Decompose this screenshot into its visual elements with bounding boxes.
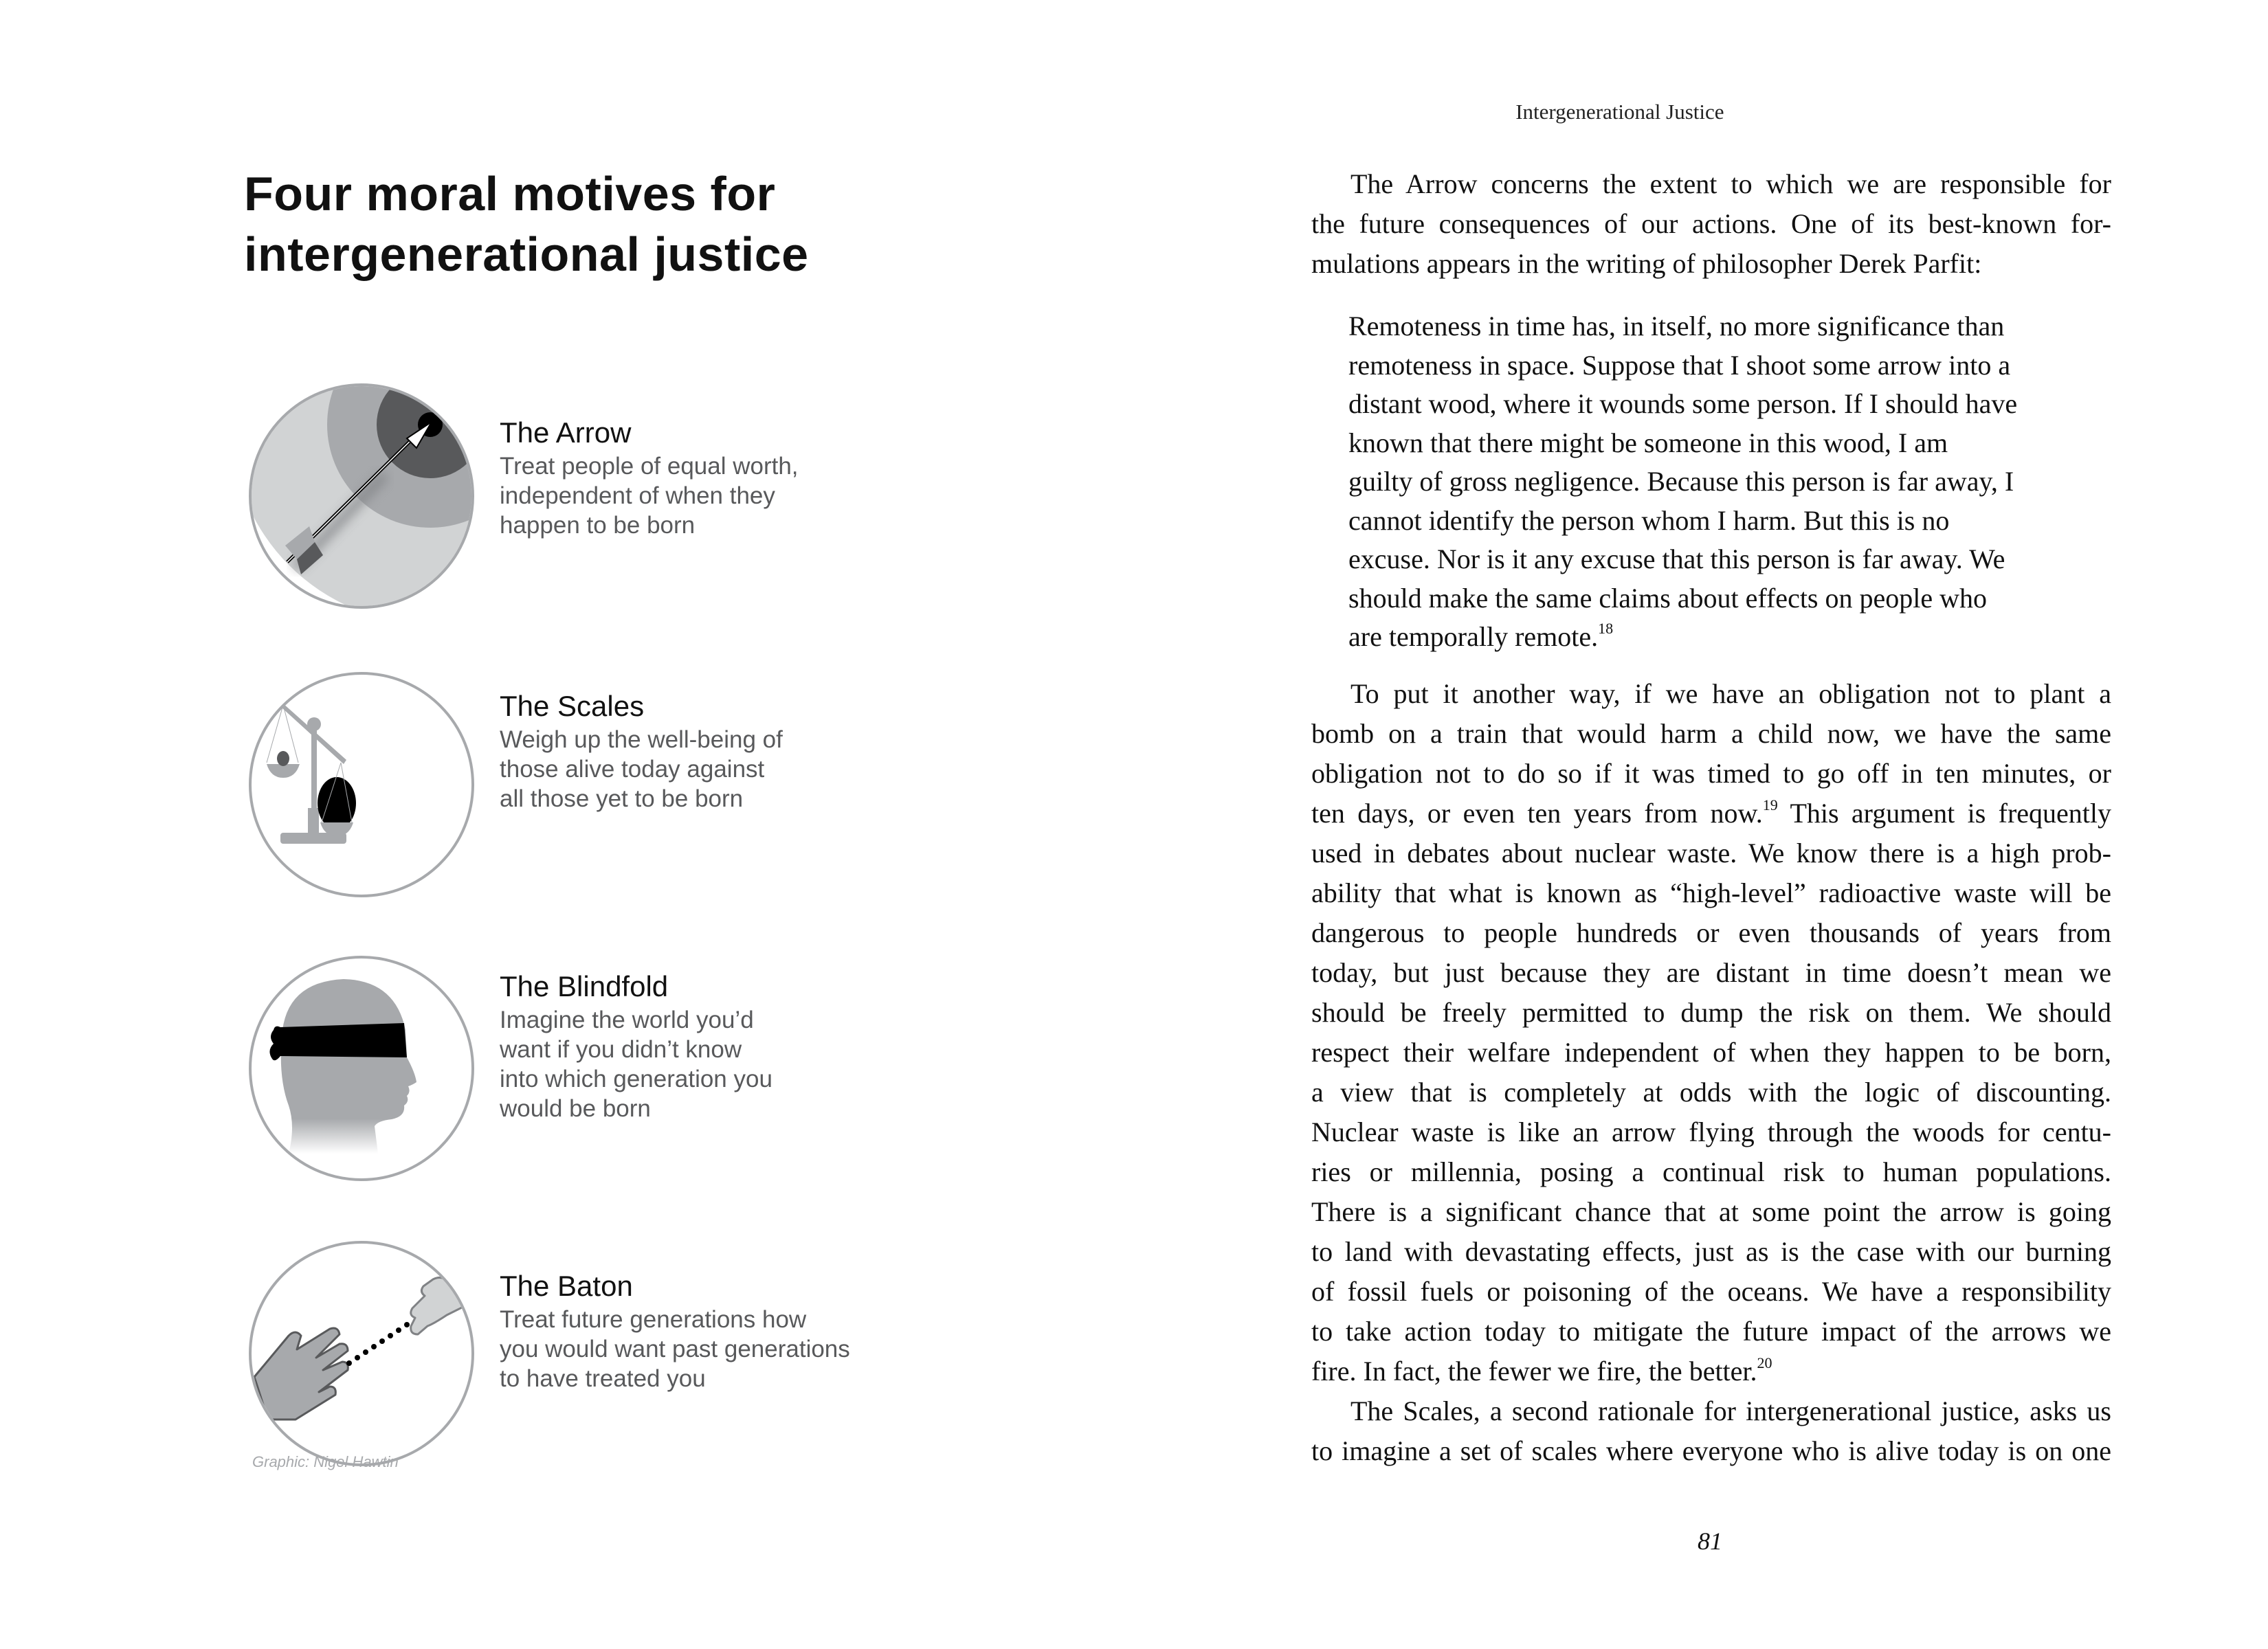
quote-line-text: are temporally remote.	[1348, 621, 1599, 652]
motive-description	[500, 1305, 981, 1393]
text-segment: fire. In fact, the fewer we fire, the better.	[1311, 1356, 1757, 1387]
graphic-credit: Graphic: Nigel Hawtin	[252, 1453, 399, 1470]
text-line	[1311, 1351, 2111, 1391]
motive-name: The Baton	[500, 1270, 633, 1302]
description-line: you would want past generations	[500, 1336, 850, 1362]
running-head	[0, 100, 2268, 124]
running-head-text: Intergenerational Justice	[1515, 100, 1724, 124]
motive-description	[500, 1005, 981, 1123]
text-line: Nuclear waste is like an arrow flying through the woods for centu-	[1311, 1117, 2111, 1147]
text-line: There is a significant chance that at some point the arrow is going	[1311, 1196, 2111, 1227]
paragraph-1	[1311, 164, 2111, 284]
text-line: ability that what is known as “high-level” radioactive waste will be	[1311, 877, 2111, 908]
description-line: into which generation you	[500, 1066, 772, 1092]
text-line: respect their welfare independent of when they happen to be born,	[1311, 1037, 2111, 1068]
balance-scales-icon	[247, 671, 476, 899]
text-line: the future consequences of our actions. One of its best-known for-	[1311, 208, 2111, 239]
text-line	[1311, 794, 2111, 833]
page-number: 81	[1698, 1527, 1722, 1555]
text-segment: ten days, or even ten years from now.	[1311, 798, 1763, 829]
text-line: ries or millennia, posing a continual risk to human populations.	[1311, 1156, 2111, 1187]
footnote-marker[interactable]: 20	[1757, 1354, 1772, 1371]
description-line: all those yet to be born	[500, 785, 744, 812]
description-line: Weigh up the well-being of	[500, 726, 783, 753]
quote-line: should make the same claims about effects on people who	[1348, 582, 1988, 614]
paragraph-2	[1311, 674, 2111, 1471]
text-line: to imagine a set of scales where everyone who is alive today is on one	[1311, 1435, 2111, 1466]
quote-line	[1348, 618, 2070, 657]
block-quote	[1348, 307, 2070, 657]
description-line: independent of when they	[500, 482, 775, 509]
quote-line: guilty of gross negligence. Because this person is far away, I	[1348, 466, 2014, 497]
text-line: obligation not to do so if it was timed to go off in ten minutes, or	[1311, 758, 2111, 789]
text-line: today, but just because they are distant in time doesn’t mean we	[1311, 957, 2111, 988]
quote-line: cannot identify the person whom I harm. But this is no	[1348, 504, 1950, 536]
quote-line: Remoteness in time has, in itself, no more significance than	[1348, 311, 2005, 341]
arrow-target-icon	[247, 382, 476, 610]
text-line: used in debates about nuclear waste. We know there is a high prob-	[1311, 838, 2111, 868]
text-line: to land with devastating effects, just as is the case with our burning	[1311, 1236, 2111, 1267]
text-line: should be freely permitted to dump the risk on them. We should	[1311, 997, 2111, 1028]
quote-line: distant wood, where it wounds some person. If I should have	[1348, 388, 2018, 419]
footnote-marker[interactable]: 18	[1598, 620, 1614, 637]
quote-line: known that there might be someone in this wood, I am	[1348, 427, 1948, 458]
description-line: to have treated you	[500, 1365, 706, 1392]
description-line: Imagine the world you’d	[500, 1007, 754, 1033]
text-line: bomb on a train that would harm a child now, we have the same	[1311, 718, 2111, 749]
description-line: Treat people of equal worth,	[500, 453, 799, 480]
quote-line: remoteness in space. Suppose that I shoot some arrow into a	[1348, 349, 2011, 381]
description-line: want if you didn’t know	[500, 1036, 742, 1063]
text-line: a view that is completely at odds with the logic of discounting.	[1311, 1077, 2111, 1108]
quote-line: excuse. Nor is it any excuse that this person is far away. We	[1348, 543, 2005, 574]
blindfolded-head-icon	[247, 954, 476, 1182]
description-line: happen to be born	[500, 512, 696, 539]
description-line: Treat future generations how	[500, 1306, 807, 1333]
description-line: those alive today against	[500, 756, 765, 783]
text-line: of fossil fuels or poisoning of the oceans. We have a responsibility	[1311, 1276, 2111, 1307]
text-line: The Arrow concerns the extent to which we are responsible for	[1350, 168, 2111, 199]
text-line: The Scales, a second rationale for intergenerational justice, asks us	[1350, 1395, 2111, 1426]
text-line: to take action today to mitigate the future impact of the arrows we	[1311, 1316, 2111, 1347]
infographic-title	[244, 164, 809, 284]
motive-description	[500, 725, 981, 814]
footnote-marker[interactable]: 19	[1762, 796, 1778, 814]
title-line: Four moral motives for	[244, 167, 776, 221]
description-line: would be born	[500, 1095, 651, 1122]
motive-name: The Arrow	[500, 416, 632, 449]
motive-name: The Blindfold	[500, 970, 669, 1002]
text-line: mulations appears in the writing of philosopher Derek Parfit:	[1311, 248, 1982, 279]
motive-name: The Scales	[500, 690, 645, 722]
text-segment: This argument is frequently	[1790, 798, 2111, 829]
motive-description	[500, 451, 981, 540]
text-line: To put it another way, if we have an obligation not to plant a	[1350, 678, 2111, 709]
hands-passing-baton-icon	[247, 1239, 476, 1468]
right-page	[1134, 0, 2268, 1649]
text-line: dangerous to people hundreds or even thousands of years from	[1311, 917, 2111, 948]
title-line: intergenerational justice	[244, 227, 809, 281]
